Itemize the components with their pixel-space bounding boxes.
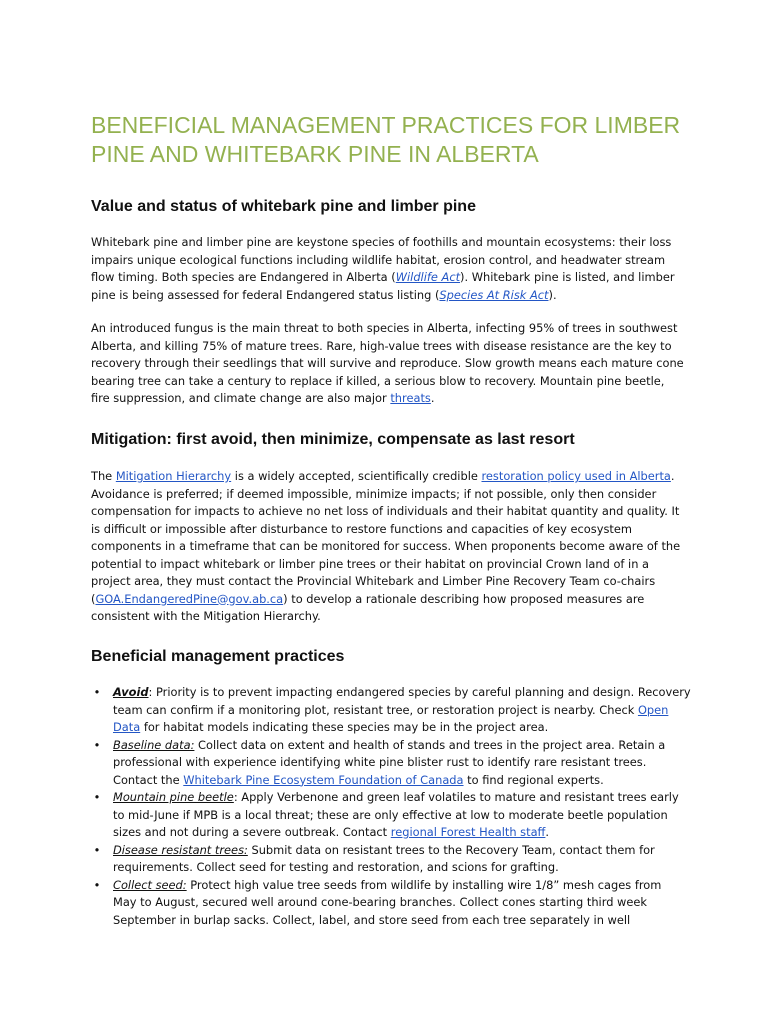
forest-health-staff-link[interactable]: regional Forest Health staff: [390, 825, 546, 839]
text-line: professional with experience identifying white pine blister rust to identify rare resistant trees.: [113, 755, 647, 769]
text-span: .: [545, 825, 550, 839]
text-line: is difficult or impossible after disturbance to restore functions and capacities of key ecosystem: [91, 521, 632, 536]
text-span: ) to develop a rationale describing how proposed measures are: [283, 591, 645, 606]
text-span: flow timing. Both species are Endangered in Alberta (: [91, 270, 396, 284]
text-span: .: [430, 391, 435, 405]
email-link[interactable]: GOA.EndangeredPine@gov.ab.ca: [95, 591, 284, 606]
text-span: is a widely accepted, scientifically credible: [231, 469, 482, 483]
text-line: to mid-June if MPB is a local threat; these are only effective at low to moderate beetle population: [113, 807, 668, 822]
open-data-link-cont[interactable]: Data: [113, 720, 141, 734]
text-line: [91, 591, 691, 609]
text-line: consistent with the Mitigation Hierarchy.: [91, 609, 321, 623]
term-mpb: Mountain pine beetle: [113, 790, 234, 804]
text-span: Submit data on resistant trees to the Recovery Team, contact them for: [247, 842, 655, 857]
text-span: : Priority is to prevent impacting endangered species by careful planning and design. Recovery: [148, 685, 691, 699]
section-heading-mitigation: Mitigation: first avoid, then minimize, compensate as last resort: [91, 431, 575, 448]
bullet-icon: •: [93, 790, 101, 804]
term-avoid: Avoid: [113, 685, 149, 699]
text-line: Whitebark pine and limber pine are keystone species of foothills and mountain ecosystems: their loss: [91, 235, 672, 249]
wpef-canada-link[interactable]: Whitebark Pine Ecosystem Foundation of Canada: [183, 772, 464, 787]
text-span: Collect data on extent and health of stands and trees in the project area. Retain a: [194, 737, 666, 752]
text-span: for habitat models indicating these species may be in the project area.: [140, 720, 549, 734]
text-line: [91, 390, 691, 408]
restoration-policy-link[interactable]: restoration policy used in Alberta: [481, 469, 671, 483]
bullet-icon: •: [93, 877, 101, 892]
text-line: recovery through their seedlings that will survive and reproduce. Slow growth means each mature cone: [91, 356, 684, 370]
text-span: Protect high value tree seeds from wildlife by installing wire 1/8” mesh cages from: [186, 877, 662, 892]
bmp-list: [91, 684, 691, 929]
text-line: [113, 842, 691, 860]
text-line: [113, 772, 691, 790]
species-at-risk-act-link[interactable]: Species At Risk Act: [439, 287, 549, 302]
text-line: Alberta, and killing 75% of mature trees. Rare, high-value trees with disease resistance are the key to: [91, 338, 672, 353]
term-collect-seed: Collect seed:: [113, 877, 187, 892]
paragraph-value-status: [91, 234, 691, 304]
text-line: [91, 468, 691, 486]
paragraph-threats: [91, 320, 691, 408]
text-span: sizes and not during a severe outbreak. Contact: [113, 825, 391, 839]
text-span: : Apply Verbenone and green leaf volatiles to mature and resistant trees early: [233, 790, 679, 804]
bullet-icon: •: [93, 685, 101, 699]
text-line: [113, 789, 691, 807]
text-line: [91, 269, 691, 287]
text-line: September in burlap sacks. Collect, label, and store seed from each tree separately in well: [113, 912, 631, 927]
text-line: components in a timeframe that can be monitored for success. When proponents become aware of the: [91, 539, 681, 553]
text-span: .: [670, 469, 675, 483]
list-item-avoid: [91, 684, 691, 737]
text-span: ).: [548, 287, 557, 302]
text-line: bearing tree can take a century to replace if killed, a serious blow to recovery. Mountain pine beetle,: [91, 373, 665, 388]
text-line: [113, 719, 691, 737]
text-span: fire suppression, and climate change are also major: [91, 391, 391, 405]
text-line: project area, they must contact the Provincial Whitebark and Limber Pine Recovery Team co-chairs: [91, 574, 656, 588]
open-data-link[interactable]: Open: [637, 702, 669, 717]
list-item-baseline: [91, 737, 691, 790]
wildlife-act-link[interactable]: Wildlife Act: [395, 270, 461, 284]
text-span: team can confirm if a monitoring plot, resistant tree, or restoration project is nearby. Check: [113, 702, 638, 717]
text-line: Avoidance is preferred; if deemed impossible, minimize impacts; if not possible, only then consider: [91, 486, 657, 501]
text-line: potential to impact whitebark or limber pine trees or their habitat on provincial Crown land of in a: [91, 556, 650, 571]
paragraph-mitigation: [91, 468, 691, 626]
text-line: impairs unique ecological functions including wildlife habitat, erosion control, and headwater stream: [91, 252, 666, 267]
text-span: pine is being assessed for federal Endangered status listing (: [91, 287, 440, 302]
text-line: [113, 684, 691, 702]
text-line: An introduced fungus is the main threat to both species in Alberta, infecting 95% of trees in southwest: [91, 321, 678, 335]
title-line-1: BENEFICIAL MANAGEMENT PRACTICES FOR LIMBER: [91, 112, 681, 138]
text-line: compensation for impacts to achieve no net loss of individuals and their habitat quantity and quality. It: [91, 504, 680, 518]
list-item-disease-resistant: [91, 842, 691, 877]
section-heading-value-status: Value and status of whitebark pine and limber pine: [91, 198, 476, 215]
section-heading-bmp: Beneficial management practices: [91, 648, 345, 665]
text-line: [91, 287, 691, 305]
text-span: The: [91, 469, 116, 483]
title-line-2: PINE AND WHITEBARK PINE IN ALBERTA: [91, 141, 539, 167]
list-item-collect-seed: [91, 877, 691, 930]
threats-link[interactable]: threats: [390, 391, 431, 405]
text-span: ). Whitebark pine is listed, and limber: [460, 270, 675, 284]
term-disease-resistant: Disease resistant trees:: [113, 842, 248, 857]
term-baseline: Baseline data:: [113, 737, 195, 752]
text-span: (: [91, 591, 96, 606]
text-line: [113, 824, 691, 842]
text-span: Contact the: [113, 772, 184, 787]
text-line: May to August, secured well around cone-bearing branches. Collect cones starting third week: [113, 895, 647, 909]
bullet-icon: •: [93, 842, 101, 857]
page-title: [91, 111, 711, 169]
text-line: [113, 702, 691, 720]
text-line: [113, 737, 691, 755]
mitigation-hierarchy-link[interactable]: Mitigation Hierarchy: [115, 469, 232, 483]
bullet-icon: •: [93, 737, 101, 752]
list-item-mpb: [91, 789, 691, 842]
text-span: to find regional experts.: [463, 772, 604, 787]
text-line: [113, 877, 691, 895]
text-line: requirements. Collect seed for testing and restoration, and scions for grafting.: [113, 860, 559, 874]
